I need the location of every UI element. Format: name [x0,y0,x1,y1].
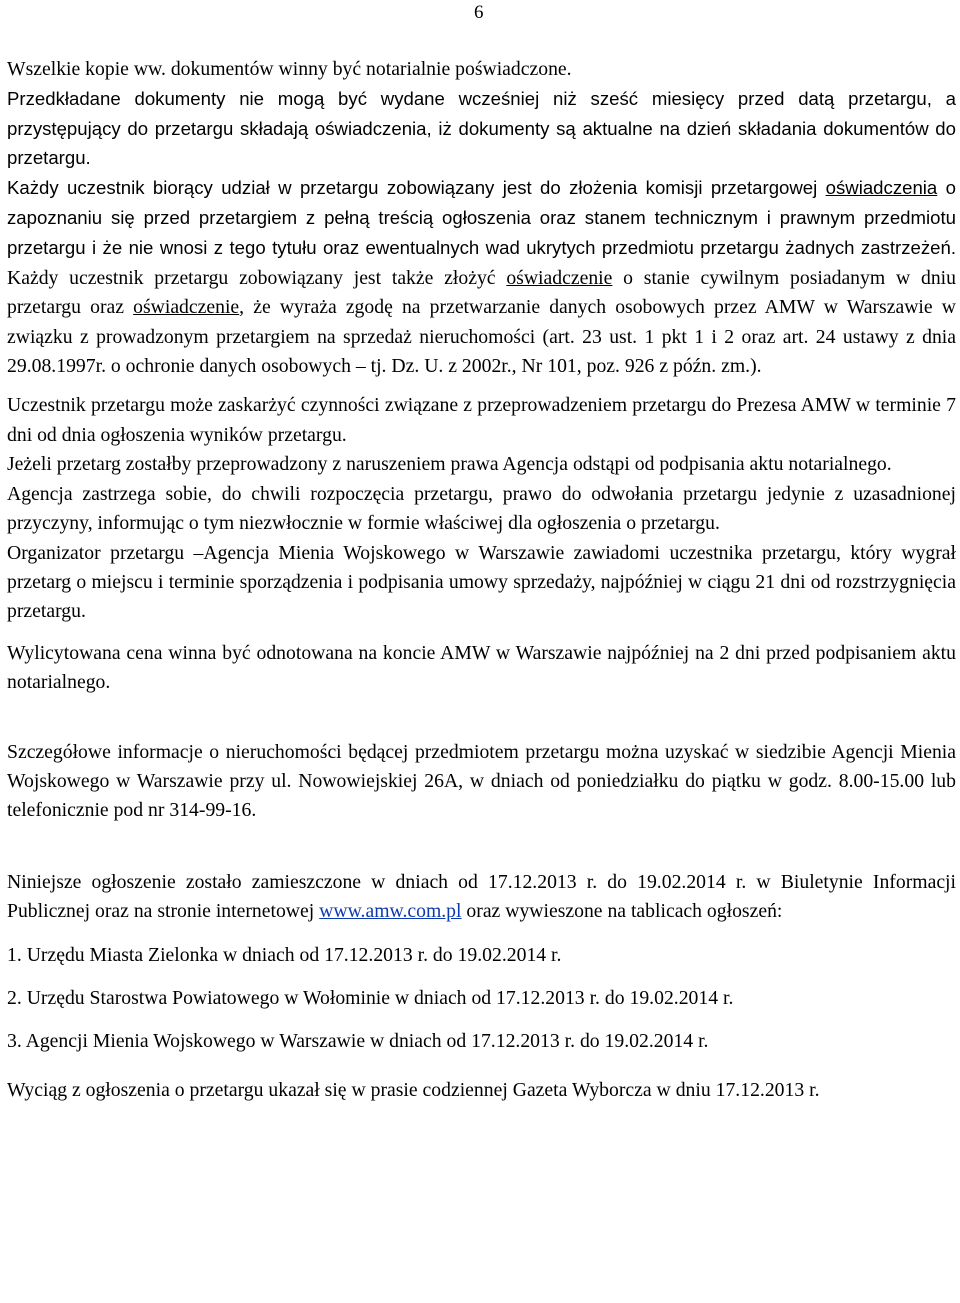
page-number: 6 [474,2,484,23]
amw-website-link[interactable]: www.amw.com.pl [319,900,462,923]
paragraph-price-payment: Wylicytowana cena winna być odnotowana na koncie AMW w Warszawie najpóźniej na 2 dni przed podpisaniem aktu notarialnego. [7,641,956,694]
declaration-text-2: o zapoznaniu się przed przetargiem z pełną treścią ogłoszenia oraz stanem technicznym i prawnym przedmiotu przetargu i że nie wnosi z tego tytułu oraz ewentualnych wad ukrytych przedmiotu przetargu żadnych zastrzeżeń. [7,176,956,259]
paragraph-press-extract: Wyciąg z ogłoszenia o przetargu ukazał się w prasie codziennej Gazeta Wyborcza w dniu 17.12.2013 r. [7,1078,820,1101]
publication-text-1: Niniejsze ogłoszenie zostało zamieszczone w dniach od 17.12.2013 r. do 19.02.2014 r. w Biuletynie Informacji Publicznej oraz na stronie internetowej [7,870,956,923]
document-body [7,55,956,1112]
paragraph-copies-notarized: Wszelkie kopie ww. dokumentów winny być notarialnie poświadczone. [7,58,572,80]
declaration-text-5: , że wyraża zgodę na przetwarzanie danych osobowych przez AMW w Warszawie w związku z prowadzonym przetargiem na sprzedaż nieruchomości (art. 23 ust. 1 pkt 1 i 2 oraz art. 24 ustawy z dnia 29.08.1997r. o ochronie danych osobowych – tj. Dz. U. z 2002r., Nr 101, poz. 926 z późn. zm.). [7,296,956,378]
declaration-text-4: o stanie cywilnym posiadanym w dniu przetargu oraz [7,266,956,319]
paragraph-publication [7,868,956,927]
paragraph-documents-validity: Przedkładane dokumenty nie mogą być wydane wcześniej niż sześć miesięcy przed datą przetargu, a przystępujący do przetargu składają oświadczenia, iż dokumenty są aktualne na dzień składania dokumentów do przetargu. [7,88,956,169]
declaration-text-1: Każdy uczestnik biorący udział w przetargu zobowiązany jest do złożenia komisji przetargowej [7,176,826,198]
declaration-text-3: Każdy uczestnik przetargu zobowiązany jest także złożyć [7,266,507,289]
paragraph-complaint: Uczestnik przetargu może zaskarżyć czynności związane z przeprowadzeniem przetargu do Prezesa AMW w terminie 7 dni od dnia ogłoszenia wyników przetargu. [7,394,956,446]
paragraph-participant-declarations [7,173,956,382]
publication-text-2: oraz wywieszone na tablicach ogłoszeń: [461,900,783,923]
declaration-underlined-3: oświadczenie [133,296,240,319]
paragraph-cancellation-right: Agencja zastrzega sobie, do chwili rozpoczęcia przetargu, prawo do odwołania przetargu jedynie z uzasadnionej przyczyny, informując o tym niezwłocznie w formie właściwej dla ogłoszenia o przetargu. [7,482,956,535]
list-item: 3. Agencji Mienia Wojskowego w Warszawie w dniach od 17.12.2013 r. do 19.02.2014 r. [7,1030,709,1053]
list-item: 1. Urzędu Miasta Zielonka w dniach od 17.12.2013 r. do 19.02.2014 r. [7,943,562,966]
declaration-underlined-1: oświadczenia [825,176,938,198]
paragraph-detailed-info: Szczegółowe informacje o nieruchomości będącej przedmiotem przetargu można uzyskać w siedzibie Agencji Mienia Wojskowego w Warszawie przy ul. Nowowiejskiej 26A, w dniach od poniedziałku do piątku w godz. 8.00-15.00 lub telefonicznie pod nr 314-99-16. [7,740,956,822]
paragraph-law-violation: Jeżeli przetarg zostałby przeprowadzony z naruszeniem prawa Agencja odstąpi od podpisania aktu notarialnego. [7,453,892,476]
paragraph-winner-notification: Organizator przetargu –Agencja Mienia Wojskowego w Warszawie zawiadomi uczestnika przetargu, który wygrał przetarg o miejscu i terminie sporządzenia i podpisania umowy sprzedaży, najpóźniej w ciągu 21 dni od rozstrzygnięcia przetargu. [7,541,956,623]
declaration-underlined-2: oświadczenie [506,266,613,289]
list-item: 2. Urzędu Starostwa Powiatowego w Wołominie w dniach od 17.12.2013 r. do 19.02.2014 r. [7,986,734,1009]
